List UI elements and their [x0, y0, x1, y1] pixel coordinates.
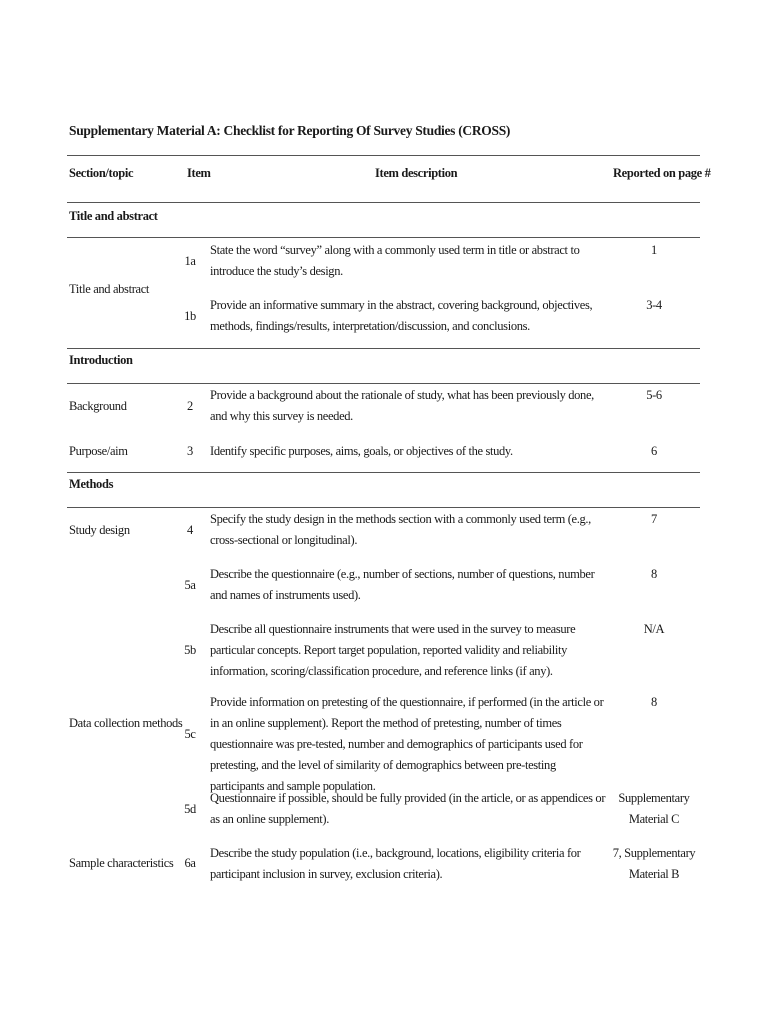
header-rule — [67, 202, 700, 203]
desc-5d: Questionnaire if possible, should be fully provided (in the article, or as appendices or as an online supplement). — [210, 791, 606, 826]
item-5c: 5c — [184, 727, 196, 741]
section-methods: Methods — [69, 477, 114, 491]
page-5b: N/A — [643, 622, 665, 636]
desc-3: Identify specific purposes, aims, goals, or objectives of the study. — [210, 444, 513, 458]
section-rule — [67, 348, 700, 349]
desc-5c: Provide information on pretesting of the questionnaire, if performed (in the article or in an online supplement). Report the method of pretesting, number of times questionnaire was pre-tested, number and demographics of participants used for pretesting, and the level of similarity of demographics between pre-testing participants and sample population. — [210, 695, 604, 793]
topic-purpose: Purpose/aim — [69, 444, 128, 458]
item-1a: 1a — [184, 254, 196, 268]
desc-1a: State the word “survey” along with a commonly used term in title or abstract to introduce the study’s design. — [210, 243, 580, 278]
page-3: 6 — [651, 444, 657, 458]
page-6a: 7, Supplementary Material B — [612, 846, 696, 881]
section-rule — [67, 507, 700, 508]
header-section: Section/topic — [69, 166, 134, 180]
topic-study-design: Study design — [69, 523, 130, 537]
item-1b: 1b — [184, 309, 196, 323]
desc-2: Provide a background about the rationale of study, what has been previously done, and why this survey is needed. — [210, 388, 594, 423]
table-top-rule — [67, 155, 700, 156]
topic-sample: Sample characteristics — [69, 856, 174, 870]
page-5d: Supplementary Material C — [618, 791, 690, 826]
item-5a: 5a — [184, 578, 196, 592]
section-rule — [67, 237, 700, 238]
section-rule — [67, 472, 700, 473]
header-page: Reported on page # — [613, 166, 711, 180]
item-5d: 5d — [184, 802, 196, 816]
header-description: Item description — [375, 166, 458, 180]
section-introduction: Introduction — [69, 353, 133, 367]
page-1b: 3-4 — [646, 298, 662, 312]
item-3: 3 — [187, 444, 193, 458]
item-6a: 6a — [184, 856, 196, 870]
page-1a: 1 — [651, 243, 657, 257]
topic-background: Background — [69, 399, 127, 413]
topic-data-collection: Data collection methods — [69, 716, 183, 730]
item-5b: 5b — [184, 643, 196, 657]
page-title: Supplementary Material A: Checklist for Reporting Of Survey Studies (CROSS) — [69, 123, 511, 138]
desc-5b: Describe all questionnaire instruments that were used in the survey to measure particular concepts. Report target population, reported validity and reliability information, scoring/classification procedure, and reference links (if any). — [210, 622, 576, 678]
page-2: 5-6 — [646, 388, 662, 402]
item-2: 2 — [187, 399, 193, 413]
desc-6a: Describe the study population (i.e., background, locations, eligibility criteria for participant inclusion in survey, exclusion criteria). — [210, 846, 581, 881]
page-5c: 8 — [651, 695, 657, 709]
page-4: 7 — [651, 512, 657, 526]
item-4: 4 — [187, 523, 193, 537]
page-5a: 8 — [651, 567, 657, 581]
desc-5a: Describe the questionnaire (e.g., number of sections, number of questions, number and names of instruments used). — [210, 567, 595, 602]
topic-title-abstract: Title and abstract — [69, 282, 150, 296]
desc-4: Specify the study design in the methods section with a commonly used term (e.g., cross-sectional or longitudinal). — [210, 512, 591, 547]
header-item: Item — [187, 166, 211, 180]
section-rule — [67, 383, 700, 384]
desc-1b: Provide an informative summary in the abstract, covering background, objectives, methods, findings/results, interpretation/discussion, and conclusions. — [210, 298, 593, 333]
section-title-abstract: Title and abstract — [69, 209, 158, 223]
